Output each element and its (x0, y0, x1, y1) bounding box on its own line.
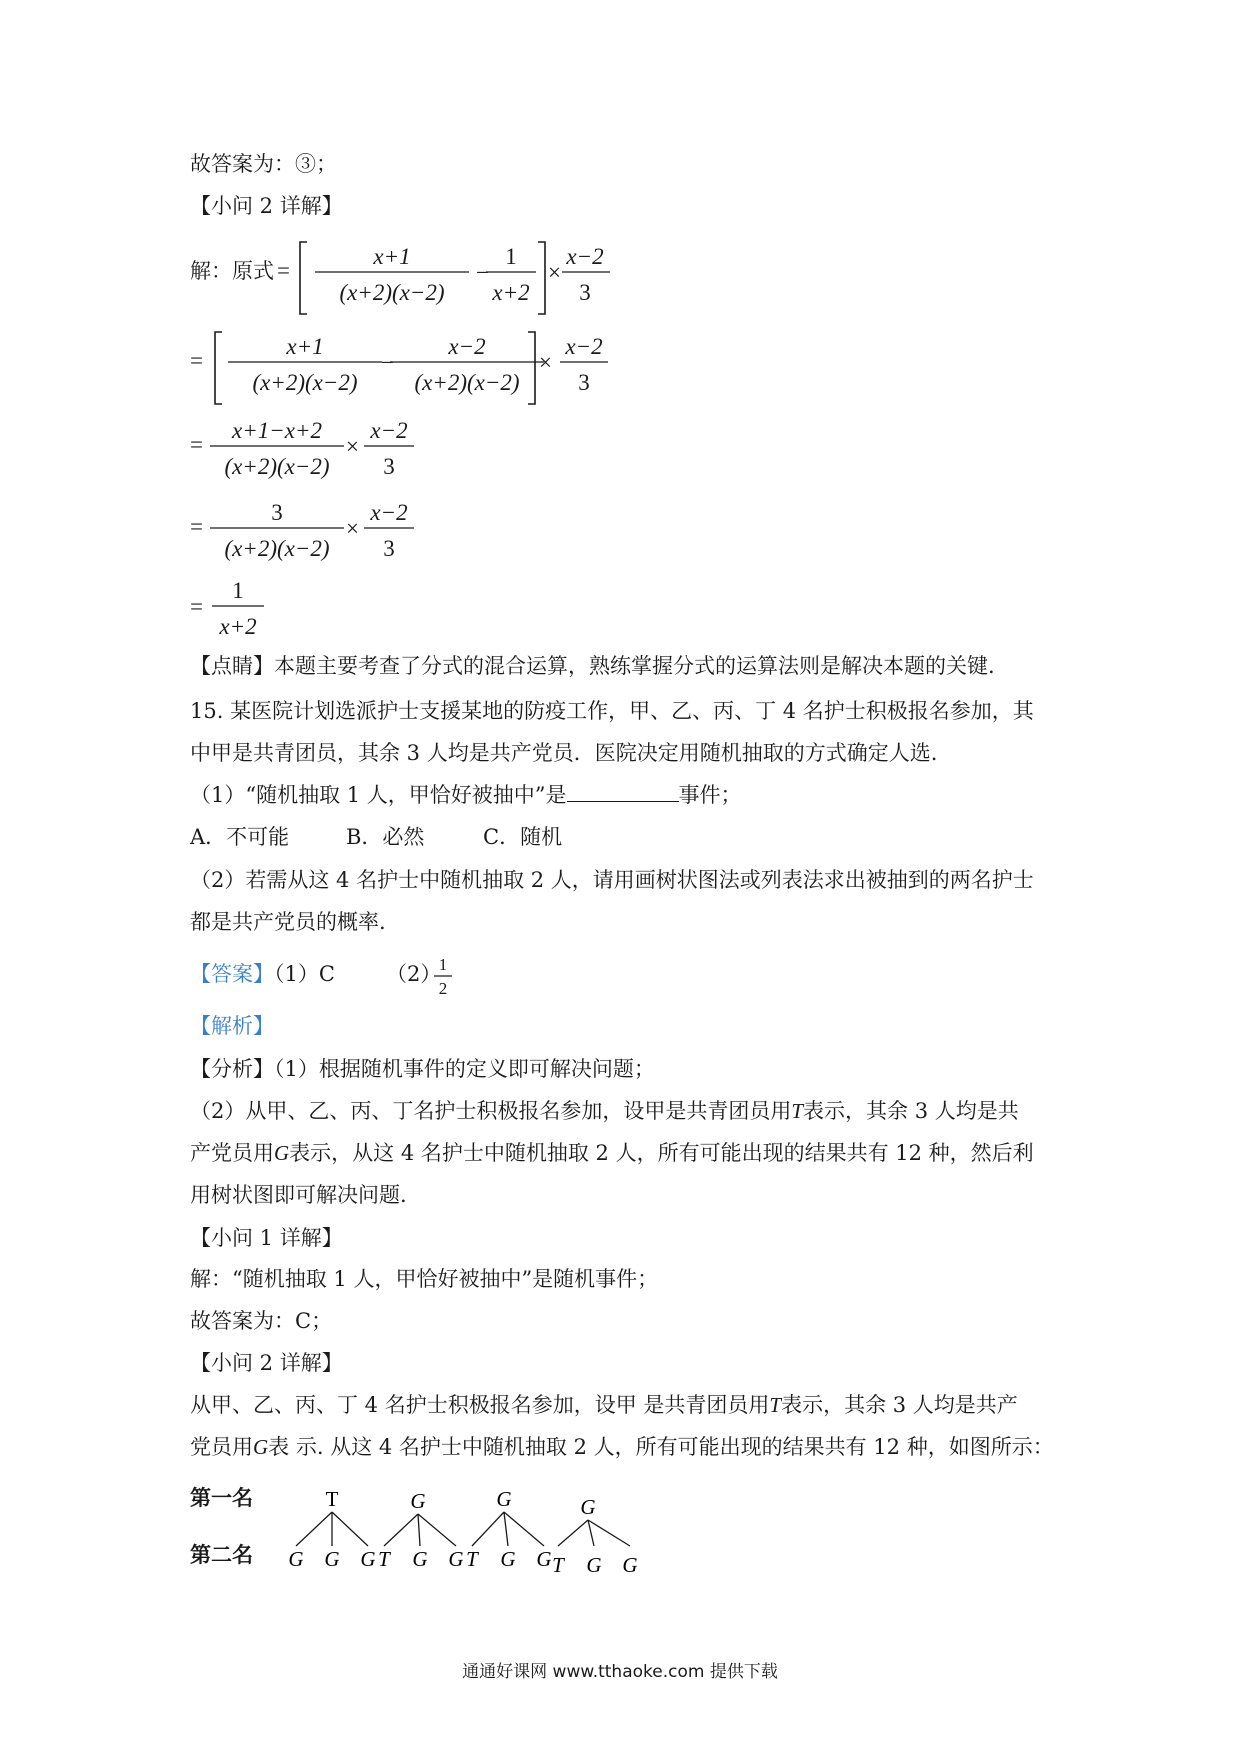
svg-text:=: = (190, 432, 203, 457)
svg-text:x−2: x−2 (370, 500, 408, 525)
tree-branch (384, 1514, 418, 1546)
svg-text:(x+2)(x−2): (x+2)(x−2) (339, 280, 445, 305)
answer-blank (567, 781, 679, 802)
svg-text:3: 3 (383, 536, 395, 561)
options (190, 823, 563, 851)
svg-text:×: × (346, 516, 359, 541)
svg-text:x+1: x+1 (373, 244, 411, 269)
tree-leaf-node: G (448, 1547, 464, 1571)
svg-text:2: 2 (438, 979, 448, 998)
tree-root-node: G (496, 1487, 512, 1511)
answer-fraction (430, 952, 456, 1002)
question-15-part1: （1）“随机抽取 1 人，甲恰好被抽中”是 事件； (190, 783, 742, 807)
svg-text:x+2: x+2 (492, 280, 530, 305)
jiexi-tag: 【解析】 (190, 1014, 274, 1038)
svg-text:=: = (190, 594, 203, 619)
tree-branch (332, 1512, 368, 1546)
svg-text:=: = (190, 514, 203, 539)
option-c: C．随机 (483, 825, 563, 849)
dianjing-line: 【点睛】本题主要考查了分式的混合运算，熟练掌握分式的运算法则是解决本题的关键. (190, 654, 995, 678)
svg-text:x−2: x−2 (565, 334, 603, 359)
tree-leaf-node: G (500, 1547, 516, 1571)
tree-second-label: 第二名 (190, 1543, 253, 1567)
tree-branch (588, 1520, 630, 1546)
tree-leaf-node: G (360, 1547, 376, 1571)
svg-text:1: 1 (505, 244, 517, 269)
tree-branch (296, 1512, 332, 1546)
tree-leaf-node: T (466, 1547, 478, 1571)
option-b: B．必然 (346, 825, 425, 849)
tree-first-label: 第一名 (190, 1486, 253, 1510)
svg-text:x+1−x+2: x+1−x+2 (232, 418, 322, 443)
svg-text:3: 3 (383, 454, 395, 479)
svg-text:=: = (190, 348, 203, 373)
svg-text:×: × (539, 350, 552, 375)
svg-text:3: 3 (579, 280, 591, 305)
question-15: 15. 某医院计划选派护士支援某地的防疫工作，甲、乙、丙、丁 4 名护士积极报名参加，其 (190, 699, 1034, 723)
svg-text:x−2: x−2 (448, 334, 486, 359)
tree-branch (558, 1520, 588, 1546)
tree-leaf-node: T (552, 1553, 564, 1577)
answer-line: 【答案】（1）C （2） (190, 962, 442, 986)
tree-root-node: G (580, 1495, 596, 1519)
tree-root-node: G (410, 1489, 426, 1513)
tree-branch (504, 1512, 508, 1546)
svg-text:1: 1 (438, 955, 448, 974)
question-15-part2: （2）若需从这 4 名护士中随机抽取 2 人，请用画树状图法或列表法求出被抽到的两名护士 (190, 868, 1034, 892)
tree-leaf-node: G (288, 1547, 304, 1571)
svg-text:x−2: x−2 (566, 244, 604, 269)
section-heading: 【小问 2 详解】 (190, 1351, 343, 1375)
fenxi-line: 【分析】（1）根据随机事件的定义即可解决问题； (190, 1057, 655, 1081)
svg-text:3: 3 (578, 370, 590, 395)
svg-text:×: × (346, 434, 359, 459)
svg-text:−: − (476, 260, 489, 285)
tree-leaf-node: T (378, 1547, 390, 1571)
section-heading: 【小问 2 详解】 (190, 194, 343, 218)
svg-text:=: = (277, 258, 290, 283)
tree-diagram (270, 1470, 770, 1590)
svg-text:(x+2)(x−2): (x+2)(x−2) (252, 370, 358, 395)
svg-text:3: 3 (271, 500, 283, 525)
tree-leaf-node: G (324, 1547, 340, 1571)
svg-text:1: 1 (232, 578, 244, 603)
svg-text:(x+2)(x−2): (x+2)(x−2) (414, 370, 520, 395)
tree-branch (418, 1514, 420, 1546)
svg-text:−: − (381, 350, 394, 375)
derivation (0, 200, 1240, 660)
svg-text:x+2: x+2 (219, 614, 257, 639)
tree-branch (418, 1514, 456, 1546)
answer-tag: 【答案】 (190, 962, 274, 986)
jie-label: 解：原式 (190, 259, 274, 283)
svg-text:x−2: x−2 (370, 418, 408, 443)
svg-text:x+1: x+1 (286, 334, 324, 359)
tree-leaf-node: G (536, 1547, 552, 1571)
answer-line: 故答案为：③； (190, 152, 337, 176)
tree-leaf-node: G (412, 1547, 428, 1571)
svg-text:(x+2)(x−2): (x+2)(x−2) (224, 454, 330, 479)
svg-text:(x+2)(x−2): (x+2)(x−2) (224, 536, 330, 561)
tree-branch (472, 1512, 504, 1546)
page-footer: 通通好课网 www.tthaoke.com 提供下载 (462, 1662, 778, 1682)
tree-branch (504, 1512, 544, 1546)
tree-root-node: T (325, 1487, 339, 1511)
tree-leaf-node: G (622, 1553, 638, 1577)
section-heading: 【小问 1 详解】 (190, 1226, 343, 1250)
option-a: A．不可能 (190, 825, 290, 849)
tree-leaf-node: G (586, 1553, 602, 1577)
svg-text:×: × (548, 260, 561, 285)
